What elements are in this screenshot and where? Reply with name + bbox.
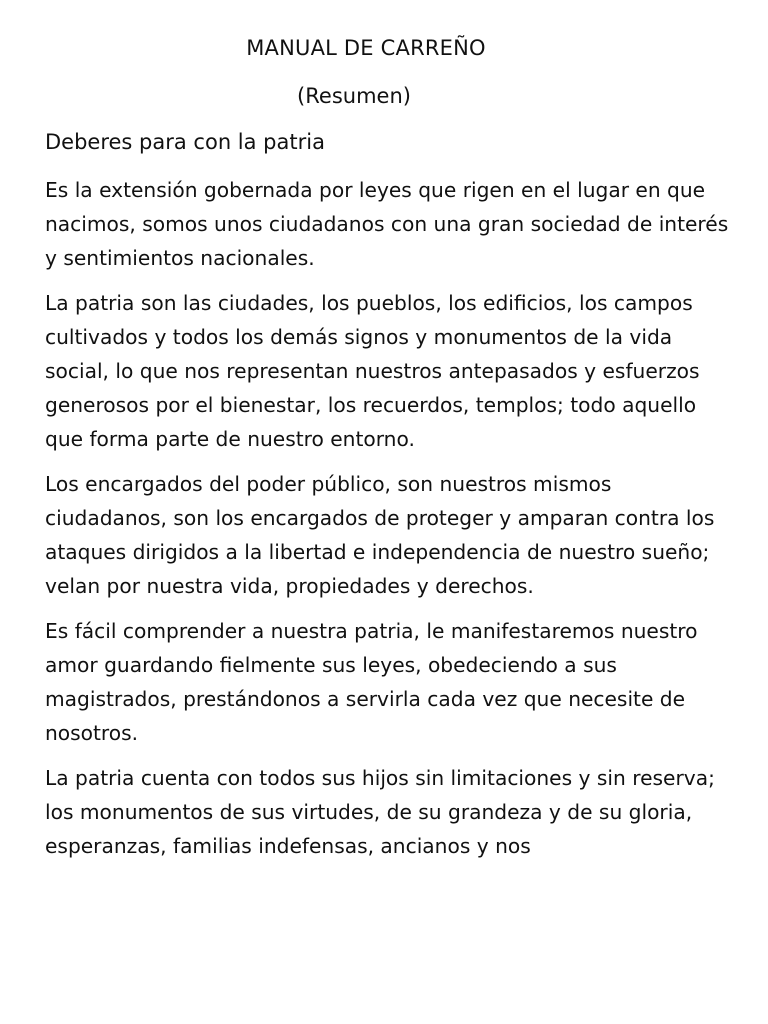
paragraph-3: Los encargados del poder público, son nuestros mismos ciudadanos, son los encargados de proteger y amparan contra los ataques dirigidos a la libertad e independencia de nuestro sueño; velan por nuestra vida, propiedades y derechos.: [45, 472, 715, 598]
document-title: MANUAL DE CARREÑO: [246, 36, 486, 60]
document-body: [45, 173, 735, 874]
paragraph-5: La patria cuenta con todos sus hijos sin limitaciones y sin reserva; los monumentos de sus virtudes, de su grandeza y de su gloria, esperanzas, familias indefensas, ancianos y nos: [45, 766, 715, 858]
section-heading: Deberes para con la patria: [45, 130, 325, 154]
paragraph-1: Es la extensión gobernada por leyes que rigen en el lugar en que nacimos, somos unos ciudadanos con una gran sociedad de interés y sentimientos nacionales.: [45, 178, 729, 270]
paragraph-4: Es fácil comprender a nuestra patria, le manifestaremos nuestro amor guardando fielmente sus leyes, obedeciendo a sus magistrados, prestándonos a servirla cada vez que necesite de nosotros.: [45, 619, 698, 745]
paragraph-2: La patria son las ciudades, los pueblos, los edificios, los campos cultivados y todos los demás signos y monumentos de la vida social, lo que nos representan nuestros antepasados y esfuerzos generosos por el bienestar, los recuerdos, templos; todo aquello que forma parte de nuestro entorno.: [45, 291, 700, 451]
document-subtitle: (Resumen): [297, 84, 411, 108]
